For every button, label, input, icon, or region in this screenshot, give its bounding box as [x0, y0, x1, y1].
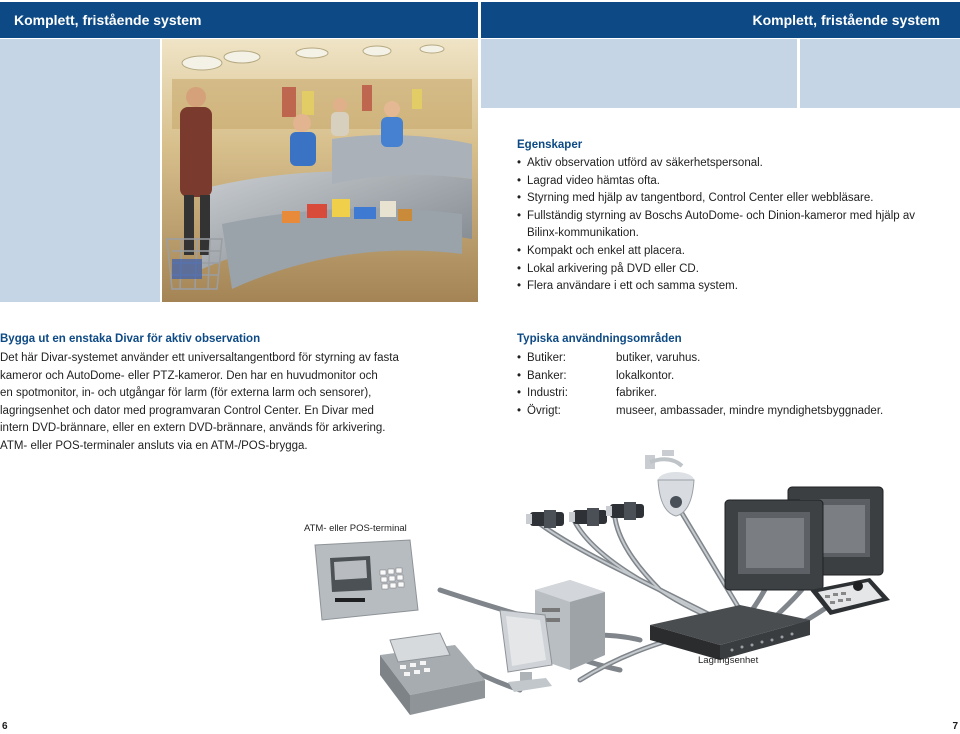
right-header-title: Komplett, fristående system: [752, 12, 940, 28]
uses-table: [517, 350, 883, 420]
computer-monitor-icon: [500, 610, 552, 692]
cash-register-icon: [380, 633, 485, 715]
dome-camera-icon: [645, 450, 694, 516]
decor-panel-right: [800, 39, 960, 108]
page-number-left: 6: [2, 721, 8, 732]
feature-item: • Aktiv observation utförd av säkerhetspersonal.: [517, 155, 947, 173]
left-header-title: Komplett, fristående system: [14, 12, 202, 28]
use-value: butiker, varuhus.: [616, 352, 701, 364]
feature-item: • Fullständig styrning av Boschs AutoDome- och Dinion-kameror med hjälp av Bilinx-kommunikation.: [517, 208, 922, 243]
use-row: [517, 385, 883, 403]
fixed-camera-icon: [526, 510, 564, 528]
use-key: • Övrigt:: [517, 403, 616, 421]
left-header-bar: [0, 2, 478, 38]
storage-unit-icon: [650, 605, 810, 660]
feature-item: • Lagrad video hämtas ofta.: [517, 173, 947, 191]
atm-terminal-icon: [315, 540, 418, 620]
use-row: [517, 403, 883, 421]
use-key: • Banker:: [517, 368, 616, 386]
page-number-right: 7: [952, 721, 958, 732]
build-section-title: Bygga ut en enstaka Divar för aktiv observation: [0, 333, 261, 345]
right-header-bar: [481, 2, 960, 38]
features-list: [517, 155, 947, 296]
fixed-camera-icon: [569, 508, 607, 526]
feature-item: • Lokal arkivering på DVD eller CD.: [517, 261, 947, 279]
use-value: museer, ambassader, mindre myndighetsbyggnader.: [616, 404, 884, 417]
decor-panel-left: [0, 39, 160, 302]
use-value: fabriker.: [616, 387, 657, 400]
features-title: Egenskaper: [517, 139, 583, 151]
atm-terminal-label: ATM- eller POS-terminal: [304, 523, 407, 534]
feature-item: • Flera användare i ett och samma system.: [517, 278, 947, 296]
use-row: [517, 350, 883, 368]
use-key: • Butiker:: [517, 350, 616, 368]
use-row: [517, 368, 883, 386]
build-section-body: Det här Divar-systemet använder ett universaltangentbord för styrning av fasta kameror och AutoDome- eller PTZ-kameror. Den har en huvudmonitor och en spotmonitor, in- och utgångar för larm (för externa larm och sensorer), lagringsenhet och dator med programvaran Control Center. En Divar med intern DVD-brännare, eller en extern DVD-brännare, används för arkivering. ATM- eller POS-terminaler ansluts via en ATM-/POS-brygga.: [0, 352, 399, 452]
main-monitor-icon: [725, 500, 823, 590]
decor-panel-mid: [481, 39, 797, 108]
system-diagram: [290, 440, 950, 730]
fixed-camera-icon: [606, 502, 644, 520]
feature-item: • Styrning med hjälp av tangentbord, Control Center eller webbläsare.: [517, 190, 947, 208]
use-value: lokalkontor.: [616, 369, 675, 382]
feature-item: • Kompakt och enkel att placera.: [517, 243, 947, 261]
supermarket-checkout-photo: [162, 39, 478, 302]
use-key: • Industri:: [517, 385, 616, 403]
uses-title: Typiska användningsområden: [517, 333, 682, 345]
storage-unit-label: Lagringsenhet: [698, 655, 759, 666]
